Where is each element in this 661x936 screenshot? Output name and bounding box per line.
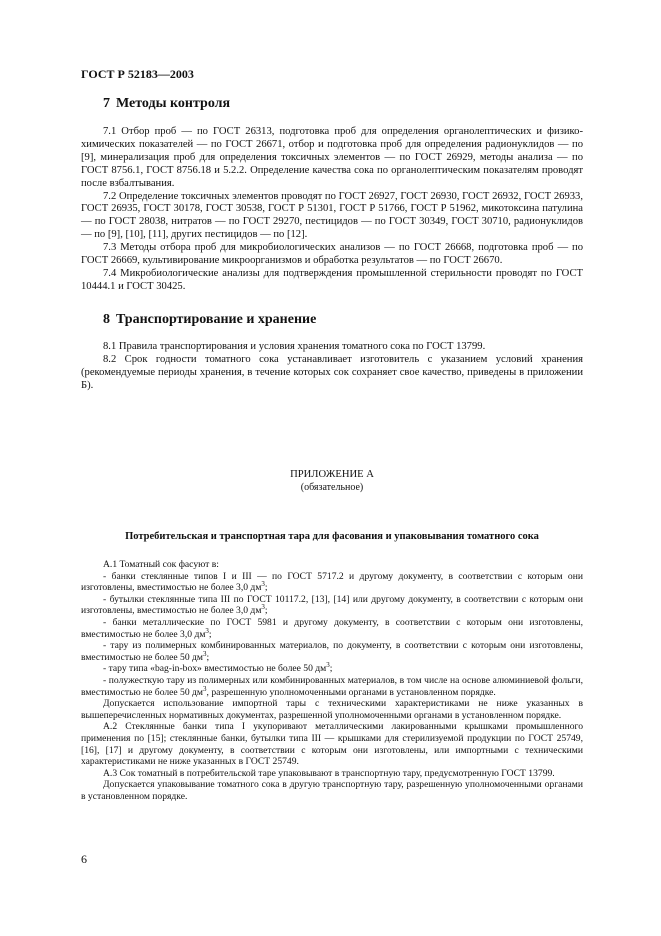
paragraph-7-3: 7.3 Методы отбора проб для микробиологических анализов — по ГОСТ 26668, подготовка проб — по ГОСТ 26669, культивирование микроорганизмов и обработка результатов — по ГОСТ 26670. (81, 242, 583, 267)
a1-item-5-sup: 3 (326, 661, 330, 670)
a1-item-1-sup: 3 (261, 580, 265, 588)
a1-item-1-text: - банки стеклянные типов I и III — по ГОСТ 5717.2 и другому документу, в соответствии с которым они изготовлены, вместимостью не более 3,0 дм (81, 570, 583, 594)
paragraph-8-2: 8.2 Срок годности томатного сока устанавливает изготовитель с указанием условий хранения (рекомендуемые периоды хранения, в течение которых сок сохраняет свое качество, приведены в приложении Б). (81, 353, 583, 391)
a1-item-6-sup: 3 (203, 684, 207, 693)
appendix-title: ПРИЛОЖЕНИЕ А (290, 469, 374, 480)
a1-item-4 (81, 640, 583, 663)
paragraph-7-4: 7.4 Микробиологические анализы для подтверждения промышленной стерильности проводят по ГОСТ 10444.1 и ГОСТ 30425. (81, 267, 583, 292)
section-7-number: 7 (103, 96, 110, 111)
section-8-title: Транспортирование и хранение (116, 312, 317, 327)
a1-item-2-sup: 3 (261, 603, 265, 612)
a1-item-6 (81, 675, 583, 698)
section-7 (81, 96, 583, 112)
a1-item-4-sup: 3 (203, 649, 207, 658)
a1-item-6-tail: , разрешенную уполномоченными органами в установленном порядке. (206, 686, 496, 698)
document-header: ГОСТ Р 52183—2003 (81, 67, 194, 81)
a1-intro: А.1 Томатный сок фасуют в: (103, 559, 219, 570)
paragraph-7-1: 7.1 Отбор проб — по ГОСТ 26313, подготовка проб для определения органолептических и физико-химических показателей — по ГОСТ 26671, отбор и подготовка проб для определения радионуклидов — по [9], минерализация проб для определения токсичных элементов — по ГОСТ 26929, методы анализа — по ГОСТ 8756.1, ГОСТ 8756.18 и 5.2.2. Определение качества сока по органолептическим показателям проводят после взбалтывания. (81, 126, 583, 189)
appendix-title-block (81, 468, 583, 494)
a1-item-2-tail: ; (264, 605, 268, 617)
a1-item-5 (81, 663, 583, 675)
section-8-heading (81, 312, 583, 328)
section-8-number: 8 (103, 312, 110, 327)
page-number: 6 (81, 852, 87, 866)
appendix-subtitle: (обязательное) (300, 482, 364, 493)
section-8-body (81, 341, 583, 393)
a3-allow: Допускается упаковывание томатного сока в другую транспортную тару, разрешенную уполномоченными органами в установленном порядке. (81, 779, 583, 802)
a1-item-6-text: - полужесткую тару из полимерных или комбинированных материалов, в том числе на основе алюминиевой фольги, вместимостью не более 50 дм (81, 674, 583, 698)
section-7-title: Методы контроля (116, 96, 231, 111)
a1-item-4-tail: ; (206, 651, 210, 663)
section-7-body (81, 126, 583, 294)
a1-item-3-tail: ; (208, 628, 212, 640)
section-8 (81, 312, 583, 328)
a1-item-3-sup: 3 (205, 626, 209, 635)
appendix-heading-wrap (81, 531, 583, 542)
paragraph-8-1: 8.1 Правила транспортирования и условия хранения томатного сока по ГОСТ 13799. (103, 341, 486, 352)
paragraph-7-2: 7.2 Определение токсичных элементов проводят по ГОСТ 26927, ГОСТ 26930, ГОСТ 26932, ГОСТ 26933, ГОСТ 26935, ГОСТ 30178, ГОСТ 30538, ГОСТ Р 51301, ГОСТ Р 51766, ГОСТ Р 51962, микотоксина патулина — по ГОСТ 28038, нитратов — по ГОСТ 29270, пестицидов — по ГОСТ 30349, ГОСТ 30710, радионуклидов — по [9], [10], [11], других пестицидов — по [12]. (81, 190, 583, 241)
section-7-heading (81, 96, 583, 112)
appendix-body (81, 559, 583, 802)
a1-item-2 (81, 594, 583, 617)
a1-item-3 (81, 617, 583, 640)
a1-import: Допускается использование импортной тары с техническими характеристиками не ниже указанных в вышеперечисленных нормативных документах, разрешенной уполномоченными органами в установленном порядке. (81, 698, 583, 721)
a1-item-3-text: - банки металлические по ГОСТ 5981 и другому документу, в соответствии с которым они изготовлены, вместимостью не более 3,0 дм (81, 616, 583, 640)
a1-item-4-text: - тару из полимерных комбинированных материалов, по документу, в соответствии с которым они изготовлены, вместимостью не более 50 дм (81, 640, 583, 663)
a1-item-1-tail: ; (264, 582, 268, 594)
a3: А.3 Сок томатный в потребительской таре упаковывают в транспортную тару, предусмотренную ГОСТ 13799. (103, 767, 555, 779)
appendix-heading: Потребительская и транспортная тара для фасования и упаковывания томатного сока (125, 531, 539, 542)
a1-item-1 (81, 571, 583, 594)
a2: А.2 Стеклянные банки типа I укупоривают металлическими лакированными крышками промышленного применения по [15]; стеклянные банки, бутылки типа III — крышками для стерилизуемой продукции по ГОСТ 25749, [16], [17] и другому документу, в соответствии с которым они изготовлены, или импортными с техническими характеристиками не ниже указанных в ГОСТ 25749. (81, 721, 583, 768)
a1-item-5-tail: ; (329, 663, 333, 675)
a1-item-2-text: - бутылки стеклянные типа III по ГОСТ 10117.2, [13], [14] или другому документу, в соответствии с которым они изготовлены, вместимостью не более 3,0 дм (81, 593, 583, 617)
a1-item-5-text: - тару типа «bag-in-box» вместимостью не более 50 дм (103, 663, 327, 675)
